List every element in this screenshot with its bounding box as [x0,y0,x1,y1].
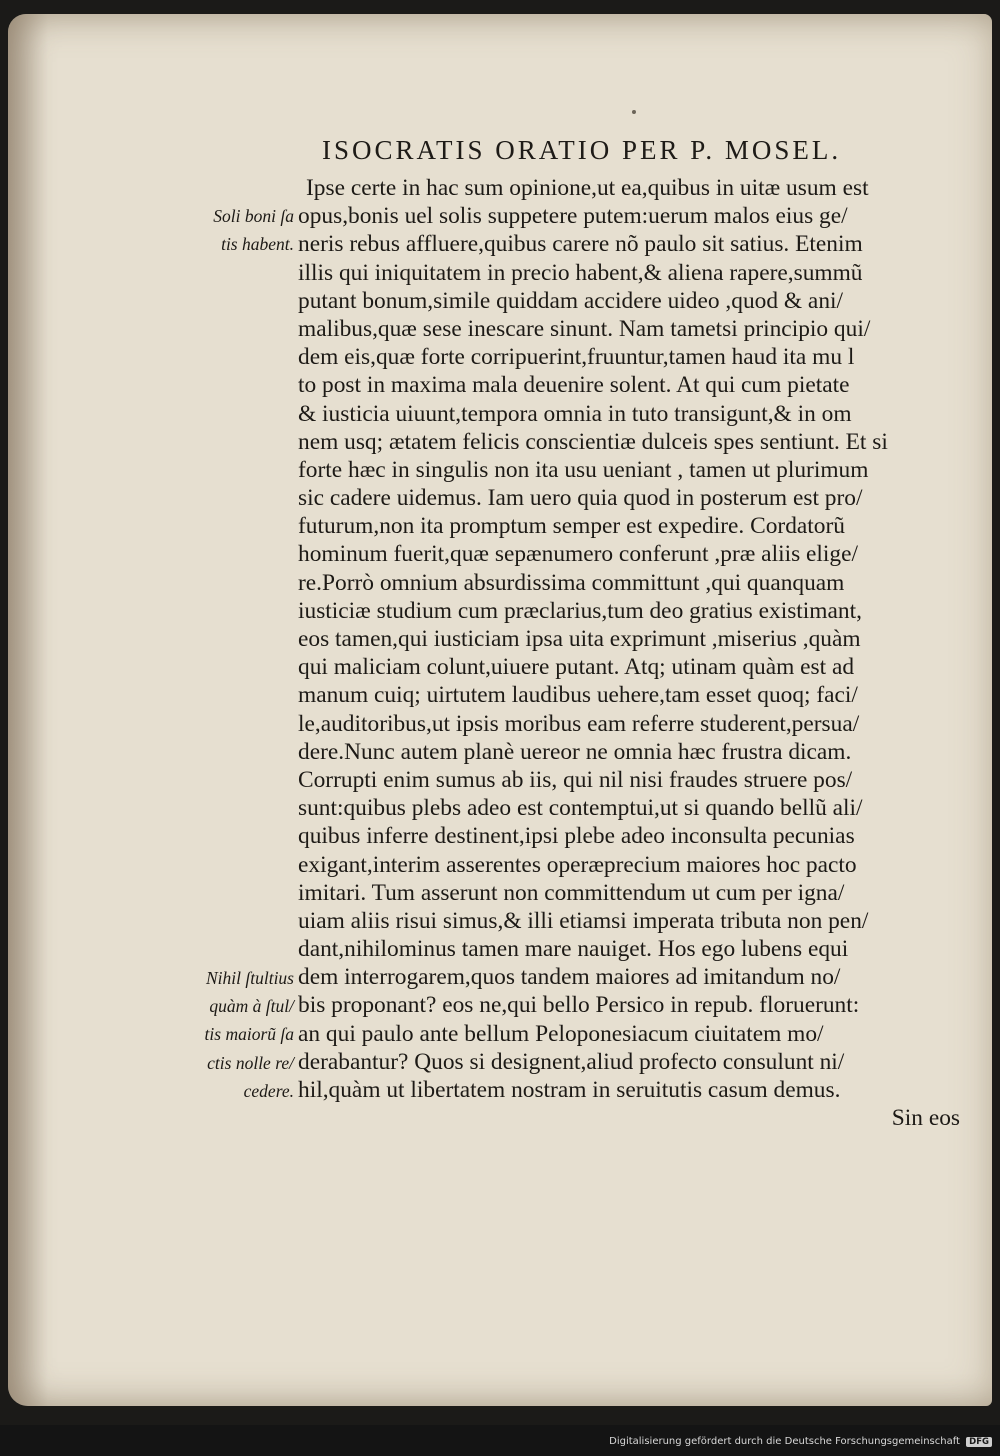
text-line: dant,nihilominus tamen mare nauiget. Hos ego lubens equi [298,936,849,963]
text-line: putant bonum,simile quiddam accidere uideo ,quod & ani/ [298,287,844,314]
margin-note-line: cedere. [243,1080,294,1101]
digitization-credit [609,1436,992,1447]
text-line: iusticiæ studium cum præclarius,tum deo gratius existimant, [298,597,862,624]
text-line: dem eis,quæ forte corripuerint,fruuntur,tamen haud ita mu l [298,344,855,371]
text-line: le,auditoribus,ut ipsis moribus eam referre studerent,persua/ [298,710,860,737]
text-line: forte hæc in singulis non ita usu ueniant , tamen ut plurimum [298,456,869,483]
text-line: derabantur? Quos si designent,aliud profecto consulunt ni/ [298,1048,845,1075]
text-line: Ipse certe in hac sum opinione,ut ea,quibus in uitæ usum est [306,175,869,201]
credit-text: Digitalisierung gefördert durch die Deutsche Forschungsgemeinschaft [609,1436,960,1447]
text-line: hominum fuerit,quæ sepænumero conferunt ,præ aliis elige/ [298,541,858,568]
text-line: bis proponant? eos ne,qui bello Persico in repub. floruerunt: [298,992,860,1019]
margin-note-soli-boni [180,202,294,258]
text-line: dere.Nunc autem planè uereor ne omnia hæc frustra dicam. [298,738,852,765]
book-page [8,14,992,1406]
running-head: ISOCRATIS ORATIO PER P. MOSEL. [322,135,842,165]
text-line: eos tamen,qui iusticiam ipsa uita exprimunt ,miserius ,quàm [298,626,861,652]
text-line: re.Porrò omnium absurdissima committunt ,qui quanquam [298,569,845,596]
text-line: to post in maxima mala deuenire solent. At qui cum pietate [298,372,850,399]
margin-note-line: Nihil ſtultius [205,968,294,988]
text-line: imitari. Tum asserunt non committendum ut cum per igna/ [298,879,845,906]
text-line: sunt:quibus plebs adeo est contemptui,ut si quando bellũ ali/ [298,795,863,822]
margin-note-nihil-stultius [180,964,294,1105]
margin-note-line: quàm à ſtul/ [209,996,294,1017]
margin-note-line: tis habent. [221,234,294,255]
text-line: an qui paulo ante bellum Peloponesiacum ciuitatem mo/ [298,1020,824,1047]
text-line: & iusticia uiuunt,tempora omnia in tuto transigunt,& in om [298,400,852,427]
body-text [298,174,960,1132]
dfg-logo-icon: DFG [966,1437,992,1447]
text-line: sic cadere uidemus. Iam uero quia quod in posterum est pro/ [298,485,863,512]
text-line: nem usq; ætatem felicis conscientiæ dulceis spes sentiunt. Et si [298,428,888,455]
text-line: uiam aliis risui simus,& illi etiamsi imperata tributa non pen/ [298,907,869,934]
text-line: manum cuiq; uirtutem laudibus uehere,tam esset quoq; faci/ [298,682,858,709]
paper-speck [632,110,636,114]
text-line: neris rebus affluere,quibus carere nõ paulo sit satius. Etenim [298,231,863,258]
text-line: futurum,non ita promptum semper est expedire. Cordatorũ [298,513,845,540]
text-line: malibus,quæ sese inescare sinunt. Nam tametsi principio qui/ [298,315,871,342]
catchword: Sin eos [891,1105,960,1132]
margin-note-line: Soli boni ſa [213,206,294,226]
text-line: exigant,interim asserentes operæprecium maiores hoc pacto [298,851,857,878]
text-line: illis qui iniquitatem in precio habent,& aliena rapere,summũ [298,259,863,286]
text-line: quibus inferre destinent,ipsi plebe adeo inconsulta pecunias [298,823,855,850]
text-line: opus,bonis uel solis suppetere putem:uerum malos eius ge/ [298,203,848,230]
margin-note-line: tis maiorũ ſa [204,1024,294,1045]
text-line: Corrupti enim sumus ab iis, qui nil nisi fraudes struere pos/ [298,766,853,793]
margin-note-line: ctis nolle re/ [207,1052,294,1073]
text-line: dem interrogarem,quos tandem maiores ad imitandum no/ [298,964,841,991]
text-line: hil,quàm ut libertatem nostram in seruitutis casum demus. [298,1077,841,1103]
text-line: qui maliciam colunt,uiuere putant. Atq; utinam quàm est ad [298,654,855,681]
